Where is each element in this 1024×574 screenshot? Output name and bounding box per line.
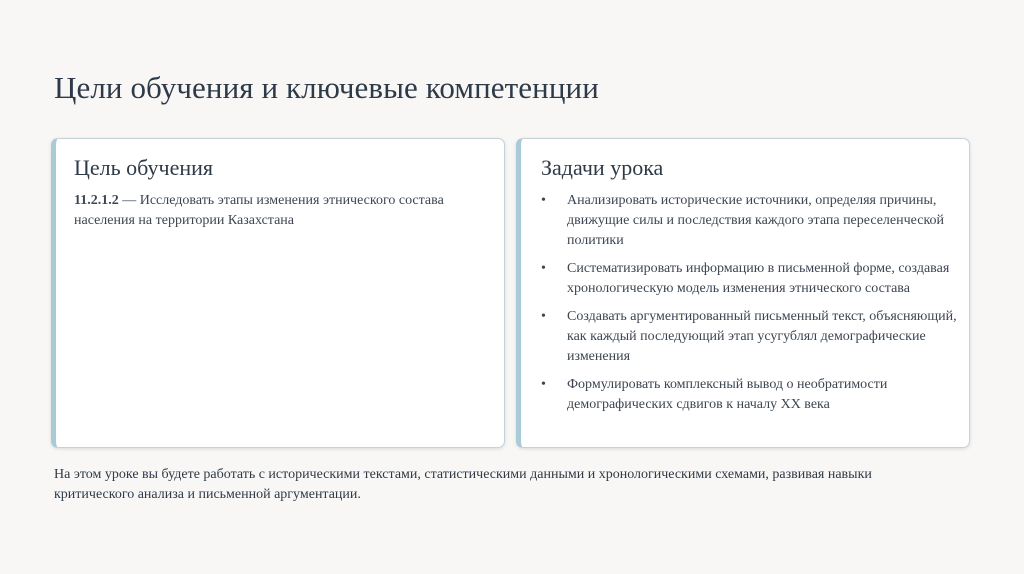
lesson-tasks-list [541,191,961,423]
list-item [541,191,961,251]
learning-goal-text [74,191,484,231]
bullet-icon: • [541,261,546,276]
learning-goal-heading: Цель обучения [74,155,214,180]
list-item [541,259,961,299]
task-text: Систематизировать информацию в письменной форме, создавая хронологическую модель изменения этнического состава [567,261,950,296]
list-item [541,307,961,367]
task-text: Анализировать исторические источники, определяя причины, движущие силы и последствия каждого этапа переселенческой политики [567,193,945,248]
learning-goal-card [51,138,505,448]
bullet-icon: • [541,377,546,392]
learning-goal-description: — Исследовать этапы изменения этнического состава населения на территории Казахстана [74,193,444,228]
lesson-tasks-heading: Задачи урока [541,155,664,180]
slide-title: Цели обучения и ключевые компетенции [54,70,599,105]
list-item [541,375,961,415]
learning-goal-code: 11.2.1.2 [74,193,119,208]
lesson-summary-text: На этом уроке вы будете работать с историческими текстами, статистическими данными и хронологическими схемами, развивая навыки критического анализа и письменной аргументации. [54,467,872,502]
bullet-icon: • [541,193,546,208]
bullet-icon: • [541,309,546,324]
lesson-tasks-card [516,138,970,448]
task-text: Формулировать комплексный вывод о необратимости демографических сдвигов к началу XX века [567,377,888,412]
task-text: Создавать аргументированный письменный текст, объясняющий, как каждый последующий этап усугублял демографические изменения [567,309,957,364]
